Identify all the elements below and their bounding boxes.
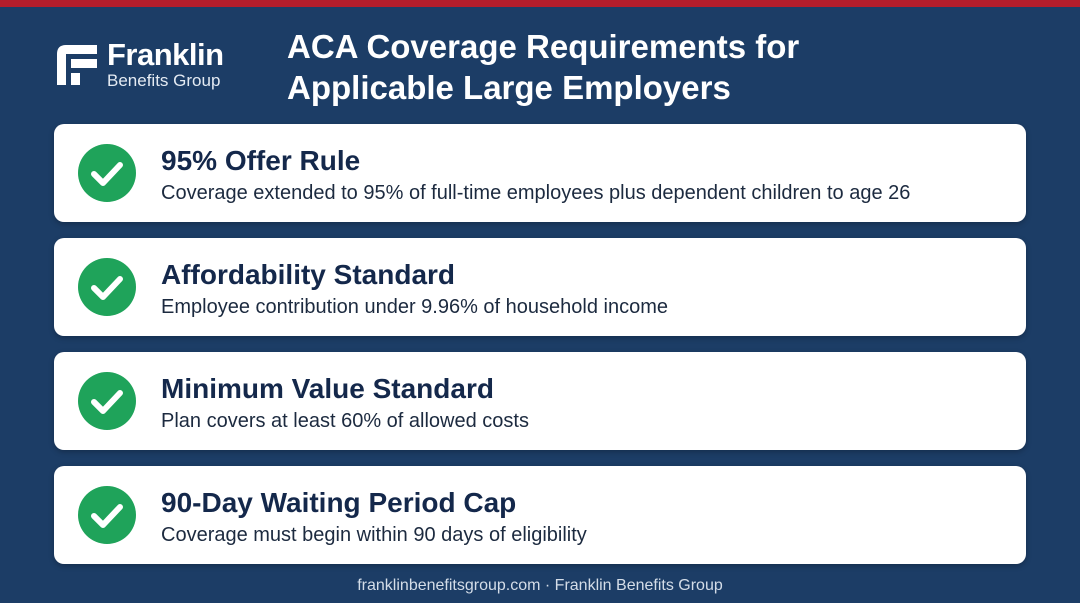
requirement-card-offer-rule	[54, 124, 1026, 222]
check-circle-icon	[78, 258, 136, 316]
requirement-title: Minimum Value Standard	[161, 373, 494, 404]
brand-name: Franklin	[107, 36, 224, 72]
top-accent-bar	[0, 0, 1080, 7]
page-title	[287, 26, 1047, 108]
requirements-list	[54, 124, 1026, 580]
franklin-f-logo-icon	[54, 42, 100, 88]
requirement-title: 90-Day Waiting Period Cap	[161, 487, 517, 518]
check-circle-icon	[78, 486, 136, 544]
page-title-line-2: Applicable Large Employers	[287, 69, 731, 106]
requirement-card-minimum-value	[54, 352, 1026, 450]
page-title-line-1: ACA Coverage Requirements for	[287, 28, 800, 65]
check-circle-icon	[78, 372, 136, 430]
requirement-description: Plan covers at least 60% of allowed costs	[161, 410, 529, 432]
brand-subtitle: Benefits Group	[107, 70, 221, 90]
requirement-title: Affordability Standard	[161, 259, 456, 290]
requirement-description: Employee contribution under 9.96% of household income	[161, 296, 668, 318]
check-circle-icon	[78, 144, 136, 202]
requirement-description: Coverage must begin within 90 days of eligibility	[161, 524, 587, 546]
brand-logo	[54, 36, 224, 90]
footer-text: franklinbenefitsgroup.com · Franklin Benefits Group	[357, 577, 723, 594]
requirement-card-affordability	[54, 238, 1026, 336]
requirement-card-waiting-period	[54, 466, 1026, 564]
requirement-description: Coverage extended to 95% of full-time employees plus dependent children to age 26	[161, 182, 911, 204]
requirement-title: 95% Offer Rule	[161, 145, 361, 176]
